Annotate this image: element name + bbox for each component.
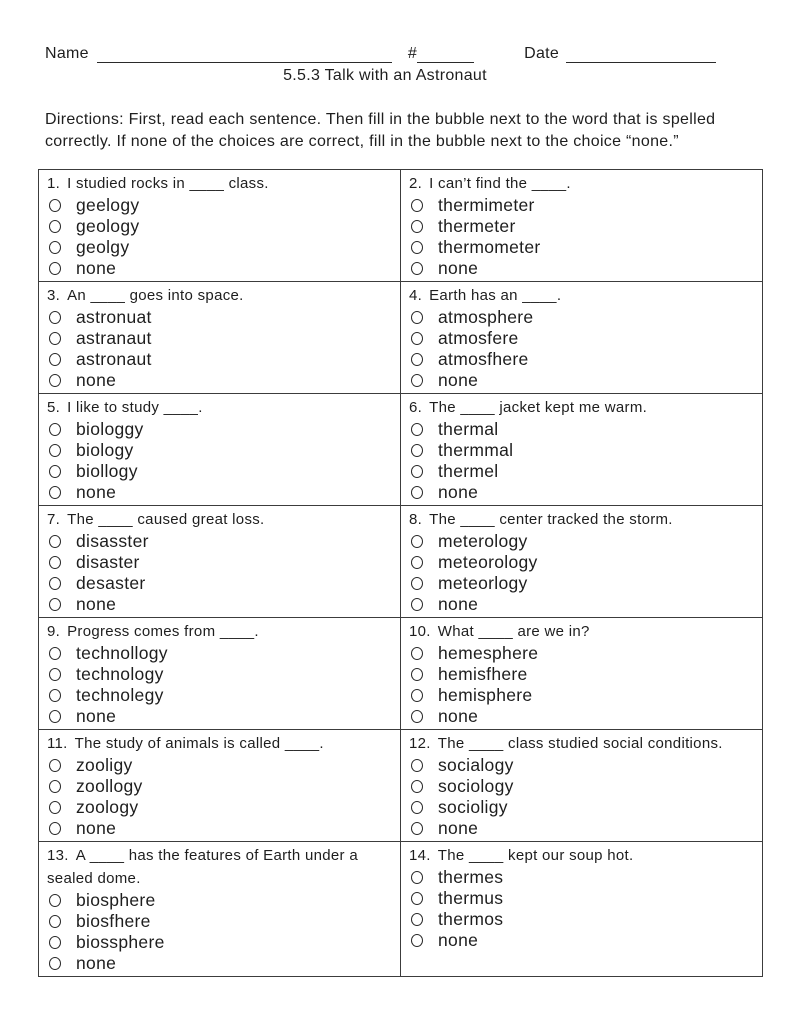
option-label: geelogy bbox=[76, 195, 140, 215]
bubble-icon[interactable] bbox=[49, 444, 61, 457]
bubble-icon[interactable] bbox=[411, 353, 423, 366]
option-label: thermometer bbox=[438, 237, 541, 257]
question-text: The ____ center tracked the storm. bbox=[429, 511, 673, 528]
bubble-icon[interactable] bbox=[411, 934, 423, 947]
question-prompt bbox=[47, 844, 394, 890]
option-label: biollogy bbox=[76, 461, 138, 481]
option-label: thermel bbox=[438, 461, 499, 481]
option-label: biosphere bbox=[76, 890, 156, 910]
question-cell-9 bbox=[39, 618, 401, 730]
number-label: # bbox=[407, 45, 418, 62]
option-label: desaster bbox=[76, 573, 146, 593]
answer-option[interactable] bbox=[47, 685, 394, 706]
option-label: thermes bbox=[438, 867, 504, 887]
answer-option[interactable] bbox=[409, 531, 756, 552]
answer-option[interactable] bbox=[409, 370, 756, 391]
question-text: The ____ class studied social conditions. bbox=[437, 735, 723, 752]
bubble-icon[interactable] bbox=[411, 577, 423, 590]
bubble-icon[interactable] bbox=[49, 957, 61, 970]
answer-option[interactable] bbox=[409, 552, 756, 573]
question-number: 7. bbox=[47, 511, 61, 528]
answer-option[interactable] bbox=[47, 440, 394, 461]
question-cell-7 bbox=[39, 506, 401, 618]
option-label: technolegy bbox=[76, 685, 164, 705]
answer-option[interactable] bbox=[409, 237, 756, 258]
answer-option[interactable] bbox=[47, 755, 394, 776]
question-text: The ____ caused great loss. bbox=[67, 511, 265, 528]
bubble-icon[interactable] bbox=[411, 871, 423, 884]
answer-option[interactable] bbox=[409, 573, 756, 594]
question-prompt bbox=[409, 396, 756, 419]
option-label: none bbox=[438, 930, 479, 950]
question-number: 1. bbox=[47, 175, 61, 192]
bubble-icon[interactable] bbox=[49, 220, 61, 233]
answer-option[interactable] bbox=[47, 349, 394, 370]
bubble-icon[interactable] bbox=[411, 465, 423, 478]
option-label: zoology bbox=[76, 797, 139, 817]
option-label: none bbox=[76, 594, 117, 614]
bubble-icon[interactable] bbox=[411, 556, 423, 569]
option-label: thermimeter bbox=[438, 195, 535, 215]
option-label: technollogy bbox=[76, 643, 168, 663]
name-label: Name bbox=[45, 45, 89, 62]
answer-option[interactable] bbox=[409, 419, 756, 440]
question-number: 5. bbox=[47, 399, 61, 416]
answer-option[interactable] bbox=[409, 258, 756, 279]
answer-option[interactable] bbox=[47, 890, 394, 911]
answer-option[interactable] bbox=[409, 776, 756, 797]
answer-option[interactable] bbox=[47, 818, 394, 839]
bubble-icon[interactable] bbox=[49, 915, 61, 928]
answer-option[interactable] bbox=[47, 419, 394, 440]
bubble-icon[interactable] bbox=[411, 801, 423, 814]
option-label: none bbox=[438, 594, 479, 614]
option-label: technology bbox=[76, 664, 164, 684]
answer-option[interactable] bbox=[47, 932, 394, 953]
answer-option[interactable] bbox=[409, 664, 756, 685]
answer-option[interactable] bbox=[409, 643, 756, 664]
option-label: atmosfhere bbox=[438, 349, 529, 369]
question-prompt bbox=[47, 620, 394, 643]
question-cell-2 bbox=[401, 170, 763, 282]
bubble-icon[interactable] bbox=[411, 668, 423, 681]
option-label: hemesphere bbox=[438, 643, 539, 663]
question-text: The ____ jacket kept me warm. bbox=[429, 399, 648, 416]
bubble-icon[interactable] bbox=[411, 332, 423, 345]
answer-option[interactable] bbox=[409, 797, 756, 818]
answer-option[interactable] bbox=[409, 755, 756, 776]
question-text: The ____ kept our soup hot. bbox=[437, 847, 634, 864]
bubble-icon[interactable] bbox=[49, 374, 61, 387]
bubble-icon[interactable] bbox=[411, 892, 423, 905]
answer-option[interactable] bbox=[409, 685, 756, 706]
option-label: thermos bbox=[438, 909, 504, 929]
question-cell-13 bbox=[39, 842, 401, 977]
option-label: none bbox=[76, 706, 117, 726]
question-number: 4. bbox=[409, 287, 423, 304]
question-prompt bbox=[47, 508, 394, 531]
option-label: biologgy bbox=[76, 419, 144, 439]
option-label: biosfhere bbox=[76, 911, 151, 931]
option-label: zooligy bbox=[76, 755, 133, 775]
question-prompt bbox=[409, 284, 756, 307]
answer-option[interactable] bbox=[409, 195, 756, 216]
option-label: none bbox=[76, 953, 117, 973]
bubble-icon[interactable] bbox=[411, 535, 423, 548]
bubble-icon[interactable] bbox=[411, 913, 423, 926]
option-label: none bbox=[76, 258, 117, 278]
question-text: I can’t find the ____. bbox=[429, 175, 571, 192]
option-label: none bbox=[76, 818, 117, 838]
bubble-icon[interactable] bbox=[49, 759, 61, 772]
question-cell-4 bbox=[401, 282, 763, 394]
option-label: astronuat bbox=[76, 307, 152, 327]
question-cell-6 bbox=[401, 394, 763, 506]
option-label: thermus bbox=[438, 888, 504, 908]
answer-option[interactable] bbox=[47, 307, 394, 328]
bubble-icon[interactable] bbox=[411, 647, 423, 660]
table-row bbox=[39, 506, 763, 618]
question-number: 13. bbox=[47, 847, 69, 864]
question-number: 8. bbox=[409, 511, 423, 528]
option-label: biology bbox=[76, 440, 134, 460]
bubble-icon[interactable] bbox=[411, 710, 423, 723]
question-cell-14 bbox=[401, 842, 763, 977]
page-title: 5.5.3 Talk with an Astronaut bbox=[283, 67, 487, 84]
name-line[interactable] bbox=[97, 47, 392, 63]
option-label: disaster bbox=[76, 552, 140, 572]
option-label: zoollogy bbox=[76, 776, 143, 796]
bubble-icon[interactable] bbox=[411, 444, 423, 457]
table-row bbox=[39, 282, 763, 394]
bubble-icon[interactable] bbox=[49, 894, 61, 907]
option-label: sociology bbox=[438, 776, 514, 796]
bubble-icon[interactable] bbox=[49, 710, 61, 723]
bubble-icon[interactable] bbox=[49, 332, 61, 345]
date-label: Date bbox=[524, 45, 560, 62]
option-label: none bbox=[438, 706, 479, 726]
bubble-icon[interactable] bbox=[49, 556, 61, 569]
question-cell-1 bbox=[39, 170, 401, 282]
question-prompt bbox=[409, 172, 756, 195]
answer-option[interactable] bbox=[47, 195, 394, 216]
option-label: hemisphere bbox=[438, 685, 533, 705]
option-label: geolgy bbox=[76, 237, 130, 257]
question-prompt bbox=[409, 844, 756, 867]
table-row bbox=[39, 842, 763, 977]
bubble-icon[interactable] bbox=[49, 241, 61, 254]
option-label: astronaut bbox=[76, 349, 152, 369]
bubble-icon[interactable] bbox=[49, 262, 61, 275]
option-label: meteorlogy bbox=[438, 573, 528, 593]
question-text: What ____ are we in? bbox=[437, 623, 590, 640]
bubble-icon[interactable] bbox=[49, 668, 61, 681]
bubble-icon[interactable] bbox=[49, 353, 61, 366]
option-label: astranaut bbox=[76, 328, 152, 348]
answer-option[interactable] bbox=[409, 930, 756, 951]
question-number: 11. bbox=[47, 735, 68, 752]
bubble-icon[interactable] bbox=[411, 822, 423, 835]
question-prompt bbox=[47, 732, 394, 755]
question-text: A ____ has the features of Earth under a sealed dome. bbox=[47, 847, 358, 887]
bubble-icon[interactable] bbox=[49, 535, 61, 548]
answer-option[interactable] bbox=[47, 911, 394, 932]
bubble-icon[interactable] bbox=[49, 311, 61, 324]
option-label: socialogy bbox=[438, 755, 514, 775]
option-label: none bbox=[438, 818, 479, 838]
question-text: Progress comes from ____. bbox=[67, 623, 259, 640]
question-text: I studied rocks in ____ class. bbox=[67, 175, 269, 192]
bubble-icon[interactable] bbox=[411, 241, 423, 254]
table-row bbox=[39, 170, 763, 282]
question-cell-8 bbox=[401, 506, 763, 618]
bubble-icon[interactable] bbox=[49, 598, 61, 611]
question-text: Earth has an ____. bbox=[429, 287, 562, 304]
answer-option[interactable] bbox=[409, 328, 756, 349]
answer-option[interactable] bbox=[47, 328, 394, 349]
question-text: An ____ goes into space. bbox=[67, 287, 244, 304]
option-label: disasster bbox=[76, 531, 149, 551]
question-prompt bbox=[409, 732, 756, 755]
option-label: thermmal bbox=[438, 440, 514, 460]
table-row bbox=[39, 730, 763, 842]
answer-option[interactable] bbox=[409, 909, 756, 930]
bubble-icon[interactable] bbox=[411, 199, 423, 212]
answer-option[interactable] bbox=[409, 216, 756, 237]
question-prompt bbox=[47, 396, 394, 419]
answer-option[interactable] bbox=[47, 706, 394, 727]
option-label: none bbox=[438, 482, 479, 502]
answer-option[interactable] bbox=[409, 307, 756, 328]
bubble-icon[interactable] bbox=[49, 486, 61, 499]
option-label: atmosfere bbox=[438, 328, 519, 348]
bubble-icon[interactable] bbox=[411, 780, 423, 793]
answer-option[interactable] bbox=[47, 531, 394, 552]
answer-option[interactable] bbox=[409, 482, 756, 503]
answer-option[interactable] bbox=[409, 706, 756, 727]
quiz-table bbox=[38, 169, 763, 977]
answer-option[interactable] bbox=[47, 776, 394, 797]
answer-option[interactable] bbox=[47, 482, 394, 503]
bubble-icon[interactable] bbox=[49, 801, 61, 814]
question-number: 10. bbox=[409, 623, 431, 640]
question-number: 12. bbox=[409, 735, 431, 752]
question-number: 9. bbox=[47, 623, 61, 640]
bubble-icon[interactable] bbox=[411, 262, 423, 275]
bubble-icon[interactable] bbox=[49, 465, 61, 478]
question-prompt bbox=[409, 620, 756, 643]
bubble-icon[interactable] bbox=[411, 220, 423, 233]
bubble-icon[interactable] bbox=[411, 311, 423, 324]
bubble-icon[interactable] bbox=[411, 423, 423, 436]
question-cell-5 bbox=[39, 394, 401, 506]
bubble-icon[interactable] bbox=[411, 759, 423, 772]
answer-option[interactable] bbox=[409, 461, 756, 482]
option-label: none bbox=[76, 482, 117, 502]
option-label: biossphere bbox=[76, 932, 165, 952]
option-label: atmosphere bbox=[438, 307, 534, 327]
bubble-icon[interactable] bbox=[49, 577, 61, 590]
directions-text: Directions: First, read each sentence. Then fill in the bubble next to the word that is spelled correctly. If none of the choices are correct, fill in the bubble next to the choice “none.” bbox=[45, 111, 716, 150]
answer-option[interactable] bbox=[47, 370, 394, 391]
option-label: none bbox=[76, 370, 117, 390]
option-label: meteorology bbox=[438, 552, 538, 572]
question-text: The study of animals is called ____. bbox=[74, 735, 324, 752]
question-cell-3 bbox=[39, 282, 401, 394]
answer-option[interactable] bbox=[409, 888, 756, 909]
answer-option[interactable] bbox=[409, 867, 756, 888]
question-number: 2. bbox=[409, 175, 423, 192]
number-line[interactable] bbox=[417, 47, 474, 63]
question-number: 3. bbox=[47, 287, 61, 304]
answer-option[interactable] bbox=[47, 797, 394, 818]
answer-option[interactable] bbox=[47, 664, 394, 685]
answer-option[interactable] bbox=[47, 258, 394, 279]
question-prompt bbox=[47, 172, 394, 195]
option-label: socioligy bbox=[438, 797, 508, 817]
option-label: thermal bbox=[438, 419, 499, 439]
answer-option[interactable] bbox=[47, 216, 394, 237]
answer-option[interactable] bbox=[47, 552, 394, 573]
bubble-icon[interactable] bbox=[411, 598, 423, 611]
bubble-icon[interactable] bbox=[411, 486, 423, 499]
table-row bbox=[39, 618, 763, 730]
answer-option[interactable] bbox=[409, 349, 756, 370]
table-row bbox=[39, 394, 763, 506]
header-row bbox=[45, 44, 763, 63]
answer-option[interactable] bbox=[47, 643, 394, 664]
question-cell-10 bbox=[401, 618, 763, 730]
question-number: 14. bbox=[409, 847, 431, 864]
question-cell-12 bbox=[401, 730, 763, 842]
answer-option[interactable] bbox=[47, 953, 394, 974]
option-label: thermeter bbox=[438, 216, 516, 236]
question-cell-11 bbox=[39, 730, 401, 842]
option-label: meterology bbox=[438, 531, 528, 551]
bubble-icon[interactable] bbox=[49, 780, 61, 793]
bubble-icon[interactable] bbox=[49, 647, 61, 660]
question-text: I like to study ____. bbox=[67, 399, 203, 416]
bubble-icon[interactable] bbox=[411, 689, 423, 702]
answer-option[interactable] bbox=[47, 237, 394, 258]
answer-option[interactable] bbox=[409, 594, 756, 615]
question-prompt bbox=[47, 284, 394, 307]
answer-option[interactable] bbox=[47, 594, 394, 615]
question-prompt bbox=[409, 508, 756, 531]
bubble-icon[interactable] bbox=[49, 423, 61, 436]
bubble-icon[interactable] bbox=[49, 199, 61, 212]
bubble-icon[interactable] bbox=[411, 374, 423, 387]
answer-option[interactable] bbox=[409, 440, 756, 461]
answer-option[interactable] bbox=[47, 461, 394, 482]
option-label: geology bbox=[76, 216, 140, 236]
option-label: hemisfhere bbox=[438, 664, 528, 684]
option-label: none bbox=[438, 370, 479, 390]
question-number: 6. bbox=[409, 399, 423, 416]
date-line[interactable] bbox=[566, 47, 716, 63]
option-label: none bbox=[438, 258, 479, 278]
bubble-icon[interactable] bbox=[49, 689, 61, 702]
answer-option[interactable] bbox=[47, 573, 394, 594]
answer-option[interactable] bbox=[409, 818, 756, 839]
bubble-icon[interactable] bbox=[49, 936, 61, 949]
bubble-icon[interactable] bbox=[49, 822, 61, 835]
